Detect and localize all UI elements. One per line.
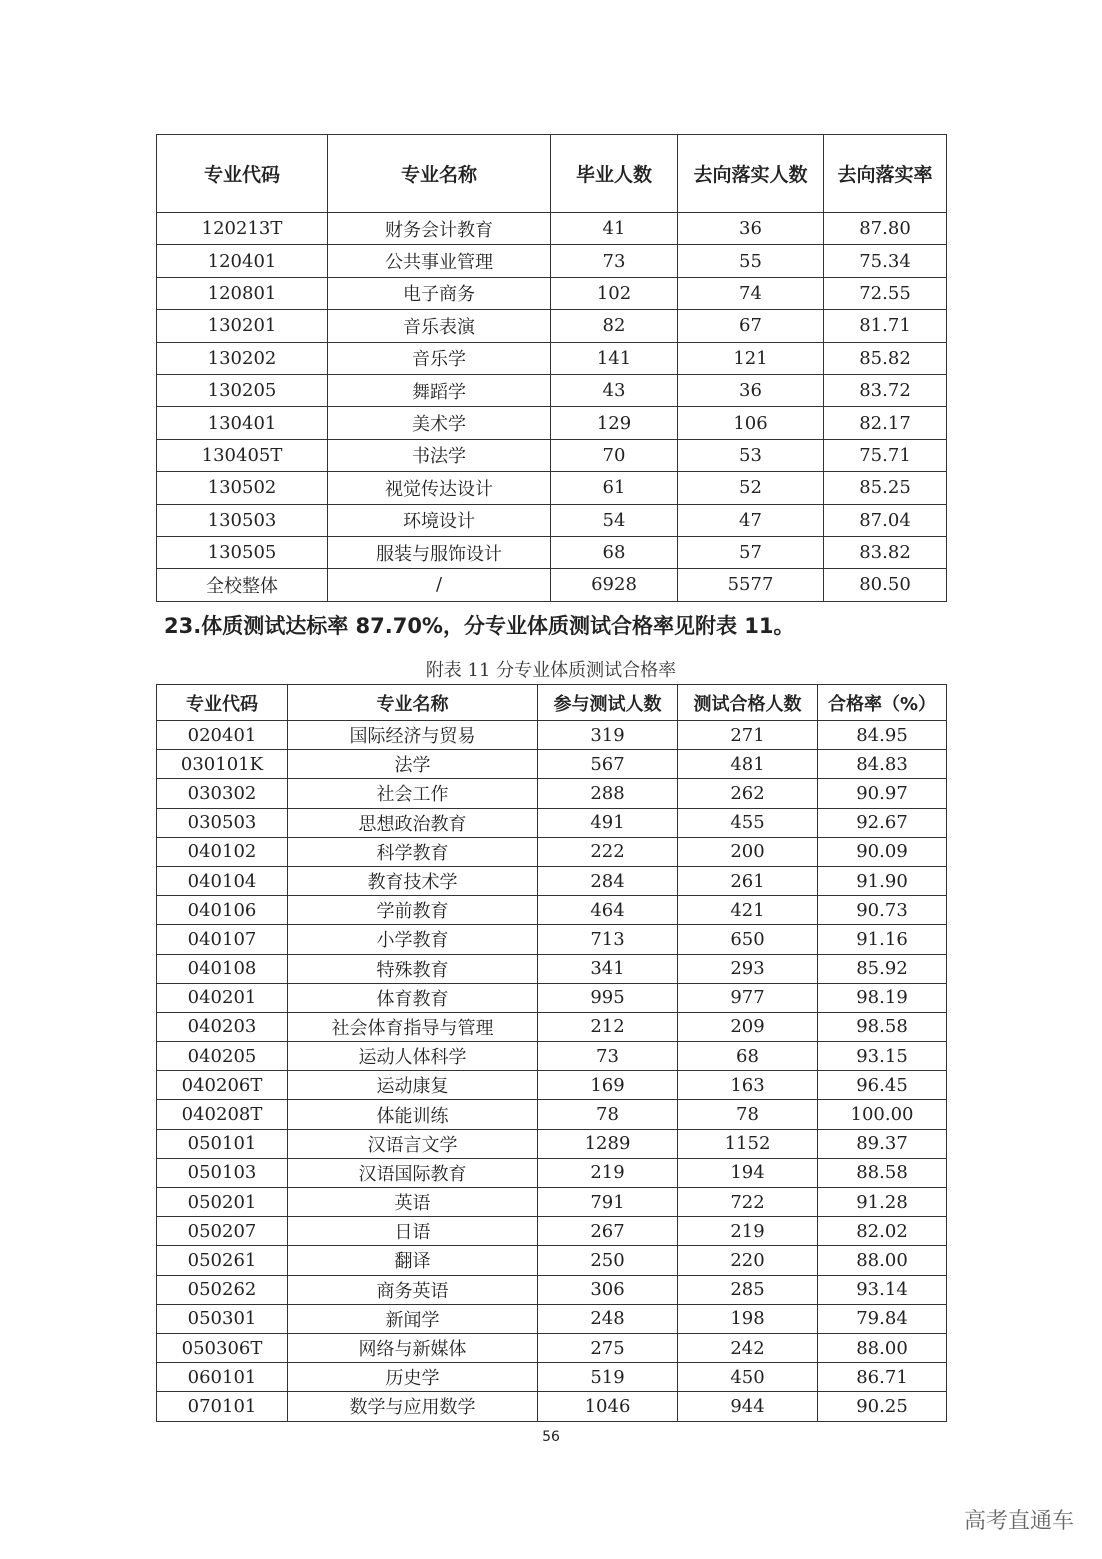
table-cell: 722: [678, 1188, 818, 1217]
table-cell: 040108: [157, 954, 288, 983]
column-header: 合格率（%）: [818, 685, 947, 721]
table-cell: 040106: [157, 896, 288, 925]
table-cell: 73: [551, 245, 678, 277]
table-row: [157, 1246, 947, 1275]
table-cell: 040102: [157, 837, 288, 866]
table-cell: 61: [551, 472, 678, 504]
column-header: 毕业人数: [551, 135, 678, 213]
table-cell: 455: [678, 808, 818, 837]
table-cell: 271: [678, 721, 818, 750]
table-row: [157, 954, 947, 983]
table-row: [157, 1158, 947, 1187]
table-cell: 90.97: [818, 779, 947, 808]
table-row: [157, 866, 947, 895]
table-cell: 89.37: [818, 1129, 947, 1158]
table-row: [157, 1363, 947, 1392]
table-cell: /: [328, 569, 551, 601]
table-cell: 84.95: [818, 721, 947, 750]
table-row: [157, 504, 947, 536]
table-cell: 713: [538, 925, 678, 954]
table-cell: 83.72: [824, 374, 947, 406]
table-row: [157, 1333, 947, 1362]
table-cell: 040104: [157, 866, 288, 895]
table-cell: 421: [678, 896, 818, 925]
table-cell: 汉语国际教育: [288, 1158, 538, 1187]
table-header-row: [157, 685, 947, 721]
table-cell: 120801: [157, 277, 328, 309]
table-cell: 运动康复: [288, 1071, 538, 1100]
column-header: 去向落实率: [824, 135, 947, 213]
table-cell: 1046: [538, 1392, 678, 1421]
table-cell: 284: [538, 866, 678, 895]
table-row: [157, 536, 947, 568]
table-cell: 55: [678, 245, 824, 277]
table-cell: 36: [678, 374, 824, 406]
table-cell: 91.28: [818, 1188, 947, 1217]
section-heading: 23.体质测试达标率 87.70%，分专业体质测试合格率见附表 11。: [164, 614, 795, 638]
table-row: [157, 1217, 947, 1246]
column-header: 测试合格人数: [678, 685, 818, 721]
table-cell: 书法学: [328, 439, 551, 471]
table-cell: 91.16: [818, 925, 947, 954]
table-cell: 79.84: [818, 1304, 947, 1333]
table-cell: 公共事业管理: [328, 245, 551, 277]
table-cell: 050301: [157, 1304, 288, 1333]
table-cell: 86.71: [818, 1363, 947, 1392]
table-cell: 社会体育指导与管理: [288, 1012, 538, 1041]
table-cell: 88.00: [818, 1246, 947, 1275]
table-cell: 288: [538, 779, 678, 808]
table-cell: 84.83: [818, 750, 947, 779]
table-row: [157, 837, 947, 866]
table-cell: 98.19: [818, 983, 947, 1012]
table-cell: 历史学: [288, 1363, 538, 1392]
table-cell: 90.73: [818, 896, 947, 925]
table-cell: 68: [551, 536, 678, 568]
table-row: [157, 374, 947, 406]
table-cell: 1152: [678, 1129, 818, 1158]
table-cell: 78: [678, 1100, 818, 1129]
table-cell: 102: [551, 277, 678, 309]
table-cell: 481: [678, 750, 818, 779]
table-cell: 040208T: [157, 1100, 288, 1129]
table-cell: 995: [538, 983, 678, 1012]
table-cell: 267: [538, 1217, 678, 1246]
table-cell: 050201: [157, 1188, 288, 1217]
table-header-row: [157, 135, 947, 213]
table-cell: 90.25: [818, 1392, 947, 1421]
table-cell: 791: [538, 1188, 678, 1217]
table-cell: 87.04: [824, 504, 947, 536]
table-cell: 98.58: [818, 1012, 947, 1041]
table-row: [157, 983, 947, 1012]
table-cell: 130202: [157, 342, 328, 374]
table-cell: 293: [678, 954, 818, 983]
table-cell: 小学教育: [288, 925, 538, 954]
table-cell: 88.00: [818, 1333, 947, 1362]
table-cell: 275: [538, 1333, 678, 1362]
table-cell: 100.00: [818, 1100, 947, 1129]
table-cell: 250: [538, 1246, 678, 1275]
table-row: [157, 779, 947, 808]
table-cell: 92.67: [818, 808, 947, 837]
table-cell: 数学与应用数学: [288, 1392, 538, 1421]
table-row: [157, 1012, 947, 1041]
table-cell: 88.58: [818, 1158, 947, 1187]
table-cell: 464: [538, 896, 678, 925]
table-row: [157, 277, 947, 309]
table-row: [157, 896, 947, 925]
table-cell: 040203: [157, 1012, 288, 1041]
table-cell: 130505: [157, 536, 328, 568]
table-cell: 141: [551, 342, 678, 374]
table-cell: 41: [551, 213, 678, 245]
table-cell: 72.55: [824, 277, 947, 309]
table-cell: 思想政治教育: [288, 808, 538, 837]
table-cell: 5577: [678, 569, 824, 601]
table-cell: 81.71: [824, 310, 947, 342]
table-cell: 200: [678, 837, 818, 866]
fitness-test-table: [156, 684, 947, 1422]
table-cell: 法学: [288, 750, 538, 779]
table-cell: 977: [678, 983, 818, 1012]
table-cell: 社会工作: [288, 779, 538, 808]
table-cell: 1289: [538, 1129, 678, 1158]
watermark-text: 高考直通车: [963, 1509, 1074, 1534]
table-cell: 音乐学: [328, 342, 551, 374]
table-cell: 财务会计教育: [328, 213, 551, 245]
column-header: 专业名称: [328, 135, 551, 213]
table-cell: 248: [538, 1304, 678, 1333]
table-cell: 106: [678, 407, 824, 439]
table-cell: 服装与服饰设计: [328, 536, 551, 568]
table-row: [157, 1071, 947, 1100]
table-row: [157, 721, 947, 750]
table-cell: 83.82: [824, 536, 947, 568]
table-cell: 93.14: [818, 1275, 947, 1304]
column-header: 去向落实人数: [678, 135, 824, 213]
table-cell: 944: [678, 1392, 818, 1421]
table-cell: 050101: [157, 1129, 288, 1158]
table-cell: 030503: [157, 808, 288, 837]
table-cell: 82.02: [818, 1217, 947, 1246]
column-header: 专业名称: [288, 685, 538, 721]
table-row: [157, 1042, 947, 1071]
table-cell: 130201: [157, 310, 328, 342]
table-cell: 网络与新媒体: [288, 1333, 538, 1362]
table-row: [157, 1392, 947, 1421]
table-cell: 567: [538, 750, 678, 779]
table-cell: 学前教育: [288, 896, 538, 925]
table-cell: 030101K: [157, 750, 288, 779]
table-cell: 82: [551, 310, 678, 342]
table-caption: 附表 11 分专业体质测试合格率: [425, 660, 677, 681]
table-cell: 130502: [157, 472, 328, 504]
table-cell: 130205: [157, 374, 328, 406]
table-cell: 教育技术学: [288, 866, 538, 895]
table-cell: 050261: [157, 1246, 288, 1275]
table-cell: 93.15: [818, 1042, 947, 1071]
table-cell: 87.80: [824, 213, 947, 245]
table-row: [157, 1188, 947, 1217]
table-cell: 翻译: [288, 1246, 538, 1275]
table-cell: 050306T: [157, 1333, 288, 1362]
table-row: [157, 310, 947, 342]
table-cell: 47: [678, 504, 824, 536]
table-cell: 全校整体: [157, 569, 328, 601]
employment-rate-table: [156, 134, 947, 602]
table-cell: 6928: [551, 569, 678, 601]
table-cell: 341: [538, 954, 678, 983]
table-cell: 体育教育: [288, 983, 538, 1012]
table-cell: 环境设计: [328, 504, 551, 536]
table-cell: 美术学: [328, 407, 551, 439]
table-cell: 222: [538, 837, 678, 866]
column-header: 参与测试人数: [538, 685, 678, 721]
table-cell: 85.82: [824, 342, 947, 374]
table-cell: 209: [678, 1012, 818, 1041]
table-cell: 242: [678, 1333, 818, 1362]
table-cell: 73: [538, 1042, 678, 1071]
table-cell: 67: [678, 310, 824, 342]
table-cell: 169: [538, 1071, 678, 1100]
table-cell: 120213T: [157, 213, 328, 245]
table-cell: 060101: [157, 1363, 288, 1392]
table-row: [157, 407, 947, 439]
table-cell: 运动人体科学: [288, 1042, 538, 1071]
table-cell: 650: [678, 925, 818, 954]
table-cell: 129: [551, 407, 678, 439]
page-number: 56: [542, 1429, 560, 1445]
table-cell: 70: [551, 439, 678, 471]
table-row: [157, 245, 947, 277]
table-row: [157, 1275, 947, 1304]
table-cell: 75.34: [824, 245, 947, 277]
table-cell: 舞蹈学: [328, 374, 551, 406]
table-cell: 319: [538, 721, 678, 750]
column-header: 专业代码: [157, 685, 288, 721]
table-cell: 国际经济与贸易: [288, 721, 538, 750]
table-cell: 85.92: [818, 954, 947, 983]
table-cell: 日语: [288, 1217, 538, 1246]
table-row: [157, 750, 947, 779]
table-cell: 040107: [157, 925, 288, 954]
table-row: [157, 925, 947, 954]
table-cell: 198: [678, 1304, 818, 1333]
table-cell: 519: [538, 1363, 678, 1392]
table-cell: 220: [678, 1246, 818, 1275]
table-cell: 85.25: [824, 472, 947, 504]
table-cell: 汉语言文学: [288, 1129, 538, 1158]
table-row: [157, 439, 947, 471]
table-cell: 43: [551, 374, 678, 406]
table-cell: 90.09: [818, 837, 947, 866]
table-cell: 040201: [157, 983, 288, 1012]
table-cell: 75.71: [824, 439, 947, 471]
table-cell: 491: [538, 808, 678, 837]
table-cell: 68: [678, 1042, 818, 1071]
table-cell: 54: [551, 504, 678, 536]
table-cell: 英语: [288, 1188, 538, 1217]
table-cell: 030302: [157, 779, 288, 808]
table-cell: 163: [678, 1071, 818, 1100]
table-cell: 219: [538, 1158, 678, 1187]
table-cell: 121: [678, 342, 824, 374]
table-cell: 194: [678, 1158, 818, 1187]
table-cell: 53: [678, 439, 824, 471]
table-cell: 130401: [157, 407, 328, 439]
table-cell: 020401: [157, 721, 288, 750]
table-cell: 040205: [157, 1042, 288, 1071]
table-cell: 体能训练: [288, 1100, 538, 1129]
table-cell: 050262: [157, 1275, 288, 1304]
table-cell: 91.90: [818, 866, 947, 895]
table-cell: 285: [678, 1275, 818, 1304]
table-cell: 050207: [157, 1217, 288, 1246]
table-cell: 450: [678, 1363, 818, 1392]
table-cell: 36: [678, 213, 824, 245]
table-row: [157, 808, 947, 837]
table-cell: 120401: [157, 245, 328, 277]
table-cell: 130503: [157, 504, 328, 536]
table-row: [157, 342, 947, 374]
table-cell: 科学教育: [288, 837, 538, 866]
table-row: [157, 213, 947, 245]
table-cell: 特殊教育: [288, 954, 538, 983]
table-row: [157, 1304, 947, 1333]
table-cell: 电子商务: [328, 277, 551, 309]
table-row: [157, 569, 947, 601]
table-cell: 050103: [157, 1158, 288, 1187]
table-cell: 262: [678, 779, 818, 808]
table-cell: 261: [678, 866, 818, 895]
table-cell: 219: [678, 1217, 818, 1246]
table-cell: 130405T: [157, 439, 328, 471]
table-cell: 57: [678, 536, 824, 568]
table-cell: 音乐表演: [328, 310, 551, 342]
column-header: 专业代码: [157, 135, 328, 213]
table-cell: 070101: [157, 1392, 288, 1421]
table-cell: 新闻学: [288, 1304, 538, 1333]
table-cell: 306: [538, 1275, 678, 1304]
table-cell: 040206T: [157, 1071, 288, 1100]
table-cell: 视觉传达设计: [328, 472, 551, 504]
table-row: [157, 472, 947, 504]
table-row: [157, 1129, 947, 1158]
table-cell: 96.45: [818, 1071, 947, 1100]
table-cell: 商务英语: [288, 1275, 538, 1304]
table-cell: 80.50: [824, 569, 947, 601]
table-cell: 82.17: [824, 407, 947, 439]
table-cell: 212: [538, 1012, 678, 1041]
table-cell: 78: [538, 1100, 678, 1129]
table-cell: 52: [678, 472, 824, 504]
table-row: [157, 1100, 947, 1129]
table-cell: 74: [678, 277, 824, 309]
